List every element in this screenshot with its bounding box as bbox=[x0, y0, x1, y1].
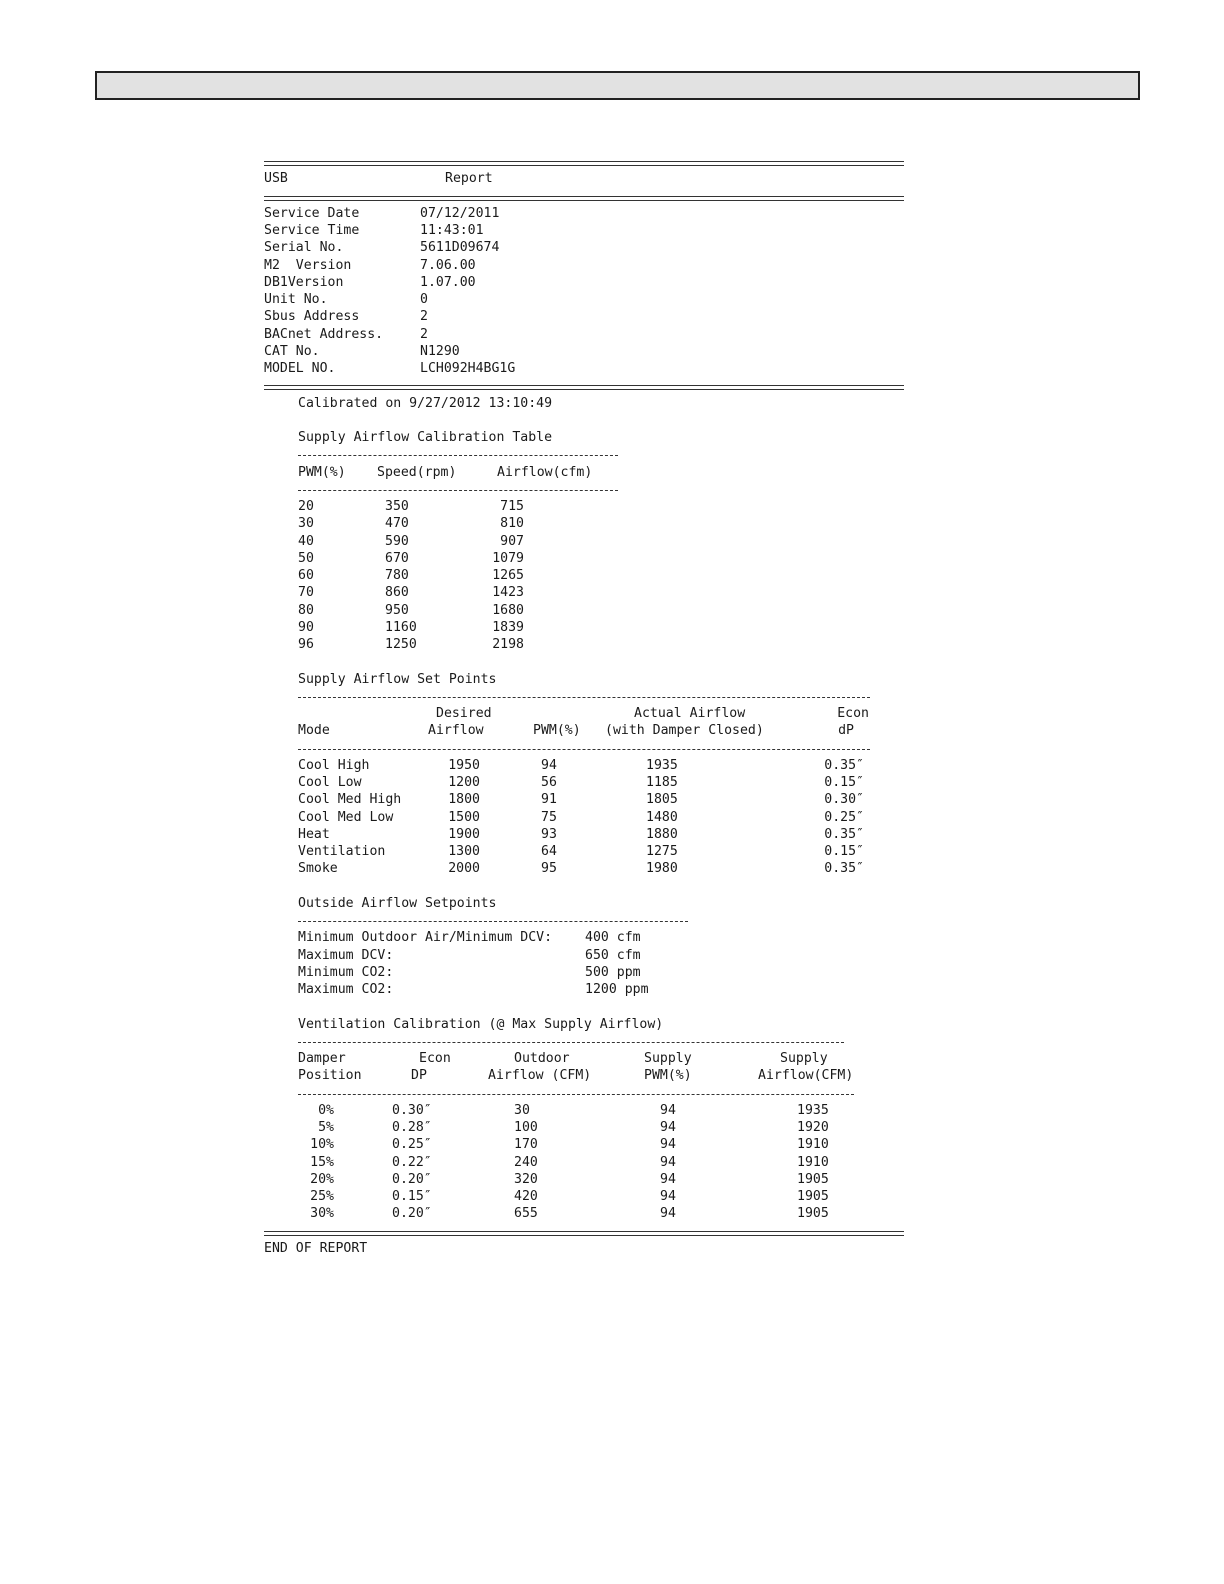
pwm-cell: 96 bbox=[298, 637, 314, 652]
dashed-divider bbox=[298, 490, 618, 491]
pwm-cell: 30 bbox=[298, 516, 314, 532]
table-row bbox=[264, 567, 924, 584]
setpoint-row bbox=[264, 947, 924, 964]
desired-cell: 1500 bbox=[448, 809, 480, 825]
supply-pwm-cell: 94 bbox=[660, 1171, 676, 1187]
desired-cell: 2000 bbox=[448, 861, 480, 877]
supply-airflow-cell: 1905 bbox=[797, 1171, 829, 1187]
table-row bbox=[264, 619, 924, 636]
end-of-report: END OF REPORT bbox=[264, 1240, 368, 1256]
mode-cell: Cool Med Low bbox=[298, 809, 394, 825]
econ-dp-cell: 0.30″ bbox=[392, 1102, 432, 1118]
info-value: 07/12/2011 bbox=[420, 205, 500, 221]
desired-cell: 1300 bbox=[448, 844, 480, 859]
pwm-cell: 93 bbox=[541, 826, 557, 842]
pwm-cell: 75 bbox=[541, 809, 557, 825]
table-row bbox=[264, 757, 924, 774]
dp-cell: 0.35″ bbox=[824, 826, 864, 842]
double-rule bbox=[264, 377, 924, 394]
supply-pwm-cell: 94 bbox=[660, 1137, 676, 1153]
table-row bbox=[264, 1205, 924, 1222]
col-header: Damper bbox=[298, 1051, 346, 1066]
actual-cell: 1980 bbox=[646, 861, 678, 877]
setpoint-row bbox=[264, 929, 924, 946]
table-row bbox=[264, 860, 924, 877]
table-header bbox=[264, 1067, 924, 1084]
info-value: 5611D09674 bbox=[420, 240, 500, 256]
dashed-divider bbox=[298, 697, 870, 698]
speed-cell: 860 bbox=[385, 585, 409, 601]
double-rule bbox=[264, 1223, 924, 1240]
pwm-cell: 94 bbox=[541, 757, 557, 773]
econ-dp-cell: 0.25″ bbox=[392, 1137, 432, 1153]
info-label: Serial No. bbox=[264, 240, 344, 256]
airflow-cell: 810 bbox=[500, 516, 524, 532]
blank-line bbox=[264, 653, 924, 670]
blank-line bbox=[264, 412, 924, 429]
setpoint-value: 1200 ppm bbox=[585, 982, 649, 997]
speed-cell: 350 bbox=[385, 499, 409, 514]
speed-cell: 1250 bbox=[385, 637, 417, 652]
col-header: PWM(%) bbox=[644, 1068, 692, 1084]
desired-cell: 1800 bbox=[448, 792, 480, 808]
airflow-cell: 715 bbox=[500, 499, 524, 514]
dashed-divider bbox=[298, 749, 870, 750]
supply-airflow-cell: 1905 bbox=[797, 1206, 829, 1222]
airflow-cell: 1265 bbox=[492, 568, 524, 583]
col-header: Speed(rpm) bbox=[377, 464, 457, 480]
col-header: Supply bbox=[780, 1051, 828, 1066]
setpoint-value: 650 cfm bbox=[585, 947, 641, 963]
table-row bbox=[264, 550, 924, 567]
end-line bbox=[264, 1240, 924, 1257]
info-label: DB1Version bbox=[264, 274, 344, 290]
dp-cell: 0.15″ bbox=[824, 844, 864, 859]
pwm-cell: 50 bbox=[298, 550, 314, 566]
table-row bbox=[264, 791, 924, 808]
info-label: Unit No. bbox=[264, 292, 328, 307]
mode-cell: Cool Med High bbox=[298, 792, 402, 808]
blank-line bbox=[264, 998, 924, 1015]
col-header: Econ bbox=[837, 706, 869, 721]
info-label: Sbus Address bbox=[264, 309, 360, 325]
outdoor-airflow-cell: 655 bbox=[514, 1206, 538, 1222]
page-header-bar bbox=[95, 71, 1140, 100]
damper-position-cell: 0% bbox=[318, 1102, 334, 1118]
supply-airflow-cell: 1905 bbox=[797, 1189, 829, 1204]
info-value: 2 bbox=[420, 309, 428, 325]
col-header: Airflow (CFM) bbox=[488, 1068, 592, 1084]
info-row bbox=[264, 257, 924, 274]
blank-line bbox=[264, 878, 924, 895]
pwm-cell: 20 bbox=[298, 499, 314, 514]
actual-cell: 1805 bbox=[646, 792, 678, 808]
info-row bbox=[264, 308, 924, 325]
info-value: 2 bbox=[420, 326, 428, 342]
damper-position-cell: 10% bbox=[310, 1137, 334, 1153]
col-header: Airflow(CFM) bbox=[758, 1068, 854, 1084]
double-divider bbox=[264, 1231, 904, 1236]
info-label: BACnet Address. bbox=[264, 326, 384, 342]
outdoor-airflow-cell: 320 bbox=[514, 1171, 538, 1187]
setpoint-label: Maximum DCV: bbox=[298, 947, 394, 963]
outdoor-airflow-cell: 30 bbox=[514, 1102, 530, 1118]
dp-cell: 0.30″ bbox=[824, 792, 864, 808]
col-header: Desired bbox=[436, 706, 492, 721]
table-row bbox=[264, 1102, 924, 1119]
banner-title: Report bbox=[445, 171, 493, 187]
speed-cell: 670 bbox=[385, 550, 409, 566]
outdoor-airflow-cell: 420 bbox=[514, 1189, 538, 1204]
col-header: Mode bbox=[298, 723, 330, 739]
col-header: Actual Airflow bbox=[634, 706, 746, 721]
airflow-cell: 907 bbox=[500, 533, 524, 549]
info-row bbox=[264, 222, 924, 239]
supply-pwm-cell: 94 bbox=[660, 1206, 676, 1222]
table-row bbox=[264, 826, 924, 843]
dashed-divider bbox=[298, 1042, 844, 1043]
pwm-cell: 91 bbox=[541, 792, 557, 808]
actual-cell: 1480 bbox=[646, 809, 678, 825]
table-row bbox=[264, 584, 924, 601]
table-row bbox=[264, 809, 924, 826]
info-value: 11:43:01 bbox=[420, 223, 484, 238]
table-row bbox=[264, 843, 924, 860]
table-row bbox=[264, 1119, 924, 1136]
info-row bbox=[264, 274, 924, 291]
dp-cell: 0.35″ bbox=[824, 757, 864, 773]
econ-dp-cell: 0.22″ bbox=[392, 1154, 432, 1170]
table-row bbox=[264, 636, 924, 653]
banner-left: USB bbox=[264, 171, 288, 187]
info-value: LCH092H4BG1G bbox=[420, 361, 516, 376]
dash-rule bbox=[264, 740, 924, 757]
pwm-cell: 56 bbox=[541, 775, 557, 790]
mode-cell: Cool High bbox=[298, 757, 370, 773]
col-header: Airflow bbox=[428, 723, 484, 739]
info-label: M2 Version bbox=[264, 257, 352, 273]
double-rule bbox=[264, 188, 924, 205]
speed-cell: 1160 bbox=[385, 619, 417, 635]
mode-cell: Heat bbox=[298, 826, 330, 842]
section-title bbox=[264, 1016, 924, 1033]
outdoor-airflow-cell: 100 bbox=[514, 1120, 538, 1135]
col-header: DP bbox=[411, 1068, 427, 1084]
supply-airflow-cell: 1910 bbox=[797, 1154, 829, 1170]
setpoint-row bbox=[264, 964, 924, 981]
section-title: Supply Airflow Calibration Table bbox=[298, 430, 553, 445]
actual-cell: 1185 bbox=[646, 775, 678, 790]
actual-cell: 1275 bbox=[646, 844, 678, 859]
setpoint-value: 400 cfm bbox=[585, 930, 641, 946]
table-row bbox=[264, 1154, 924, 1171]
section-title: Outside Airflow Setpoints bbox=[298, 895, 497, 911]
pwm-cell: 70 bbox=[298, 585, 314, 601]
dashed-divider bbox=[298, 921, 688, 922]
col-header: (with Damper Closed) bbox=[605, 723, 764, 739]
setpoint-value: 500 ppm bbox=[585, 964, 641, 980]
speed-cell: 780 bbox=[385, 568, 409, 583]
actual-cell: 1935 bbox=[646, 757, 678, 773]
col-header: Airflow(cfm) bbox=[497, 464, 593, 480]
section-title: Supply Airflow Set Points bbox=[298, 671, 497, 687]
col-header: Supply bbox=[644, 1051, 692, 1066]
info-label: Service Date bbox=[264, 205, 360, 221]
section-title bbox=[264, 429, 924, 446]
desired-cell: 1200 bbox=[448, 775, 480, 790]
usb-report bbox=[264, 153, 924, 1257]
outdoor-airflow-cell: 170 bbox=[514, 1137, 538, 1153]
col-header: dP bbox=[838, 723, 854, 739]
setpoint-label: Minimum CO2: bbox=[298, 964, 394, 980]
speed-cell: 590 bbox=[385, 533, 409, 549]
damper-position-cell: 30% bbox=[310, 1206, 334, 1222]
table-header bbox=[264, 705, 924, 722]
table-row bbox=[264, 1171, 924, 1188]
info-value: 1.07.00 bbox=[420, 274, 476, 290]
table-header bbox=[264, 722, 924, 739]
double-divider bbox=[264, 385, 904, 390]
info-row bbox=[264, 326, 924, 343]
pwm-cell: 95 bbox=[541, 861, 557, 877]
mode-cell: Ventilation bbox=[298, 844, 386, 859]
dash-rule bbox=[264, 481, 924, 498]
info-value: 0 bbox=[420, 292, 428, 307]
table-row bbox=[264, 602, 924, 619]
desired-cell: 1950 bbox=[448, 757, 480, 773]
speed-cell: 470 bbox=[385, 516, 409, 532]
airflow-cell: 2198 bbox=[492, 637, 524, 652]
table-row bbox=[264, 515, 924, 532]
supply-pwm-cell: 94 bbox=[660, 1102, 676, 1118]
pwm-cell: 40 bbox=[298, 533, 314, 549]
table-row bbox=[264, 774, 924, 791]
table-header bbox=[264, 464, 924, 481]
setpoint-label: Minimum Outdoor Air/Minimum DCV: bbox=[298, 930, 553, 946]
actual-cell: 1880 bbox=[646, 826, 678, 842]
dashed-divider bbox=[298, 455, 618, 456]
info-row bbox=[264, 291, 924, 308]
pwm-cell: 60 bbox=[298, 568, 314, 583]
dashed-divider bbox=[298, 1094, 854, 1095]
supply-airflow-cell: 1935 bbox=[797, 1102, 829, 1118]
info-row bbox=[264, 205, 924, 222]
info-label: CAT No. bbox=[264, 343, 320, 359]
info-value: N1290 bbox=[420, 343, 460, 359]
dp-cell: 0.35″ bbox=[824, 861, 864, 877]
table-header bbox=[264, 1050, 924, 1067]
damper-position-cell: 5% bbox=[318, 1120, 334, 1135]
airflow-cell: 1079 bbox=[492, 550, 524, 566]
dp-cell: 0.15″ bbox=[824, 775, 864, 790]
dash-rule bbox=[264, 1033, 924, 1050]
setpoint-row bbox=[264, 981, 924, 998]
section-title: Ventilation Calibration (@ Max Supply Airflow) bbox=[298, 1016, 664, 1032]
info-label: MODEL NO. bbox=[264, 361, 336, 376]
pwm-cell: 90 bbox=[298, 619, 314, 635]
supply-airflow-cell: 1910 bbox=[797, 1137, 829, 1153]
table-row bbox=[264, 498, 924, 515]
col-header: PWM(%) bbox=[533, 723, 581, 739]
info-value: 7.06.00 bbox=[420, 257, 476, 273]
airflow-cell: 1839 bbox=[492, 619, 524, 635]
table-row bbox=[264, 533, 924, 550]
mode-cell: Cool Low bbox=[298, 775, 362, 790]
supply-airflow-cell: 1920 bbox=[797, 1120, 829, 1135]
setpoint-label: Maximum CO2: bbox=[298, 982, 394, 997]
dash-rule bbox=[264, 912, 924, 929]
supply-pwm-cell: 94 bbox=[660, 1154, 676, 1170]
econ-dp-cell: 0.20″ bbox=[392, 1171, 432, 1187]
info-row bbox=[264, 239, 924, 256]
double-rule bbox=[264, 153, 924, 170]
info-row bbox=[264, 343, 924, 360]
report-banner bbox=[264, 170, 924, 187]
supply-pwm-cell: 94 bbox=[660, 1189, 676, 1204]
mode-cell: Smoke bbox=[298, 861, 338, 877]
speed-cell: 950 bbox=[385, 602, 409, 618]
damper-position-cell: 15% bbox=[310, 1154, 334, 1170]
damper-position-cell: 20% bbox=[310, 1171, 334, 1187]
dash-rule bbox=[264, 446, 924, 463]
info-label: Service Time bbox=[264, 223, 360, 238]
double-divider bbox=[264, 196, 904, 201]
airflow-cell: 1423 bbox=[492, 585, 524, 601]
col-header: Position bbox=[298, 1068, 362, 1084]
desired-cell: 1900 bbox=[448, 826, 480, 842]
col-header: PWM(%) bbox=[298, 464, 346, 480]
dash-rule bbox=[264, 688, 924, 705]
section-title bbox=[264, 671, 924, 688]
table-row bbox=[264, 1188, 924, 1205]
calibrated-line bbox=[264, 395, 924, 412]
outdoor-airflow-cell: 240 bbox=[514, 1154, 538, 1170]
calibrated-on: Calibrated on 9/27/2012 13:10:49 bbox=[298, 395, 553, 411]
econ-dp-cell: 0.20″ bbox=[392, 1206, 432, 1222]
econ-dp-cell: 0.28″ bbox=[392, 1120, 432, 1135]
airflow-cell: 1680 bbox=[492, 602, 524, 618]
supply-pwm-cell: 94 bbox=[660, 1120, 676, 1135]
econ-dp-cell: 0.15″ bbox=[392, 1189, 432, 1204]
dash-rule bbox=[264, 1085, 924, 1102]
col-header: Outdoor bbox=[514, 1051, 570, 1066]
double-divider bbox=[264, 161, 904, 166]
table-row bbox=[264, 1136, 924, 1153]
pwm-cell: 80 bbox=[298, 602, 314, 618]
pwm-cell: 64 bbox=[541, 844, 557, 859]
section-title bbox=[264, 895, 924, 912]
damper-position-cell: 25% bbox=[310, 1189, 334, 1204]
dp-cell: 0.25″ bbox=[824, 809, 864, 825]
info-row bbox=[264, 360, 924, 377]
col-header: Econ bbox=[419, 1051, 451, 1066]
